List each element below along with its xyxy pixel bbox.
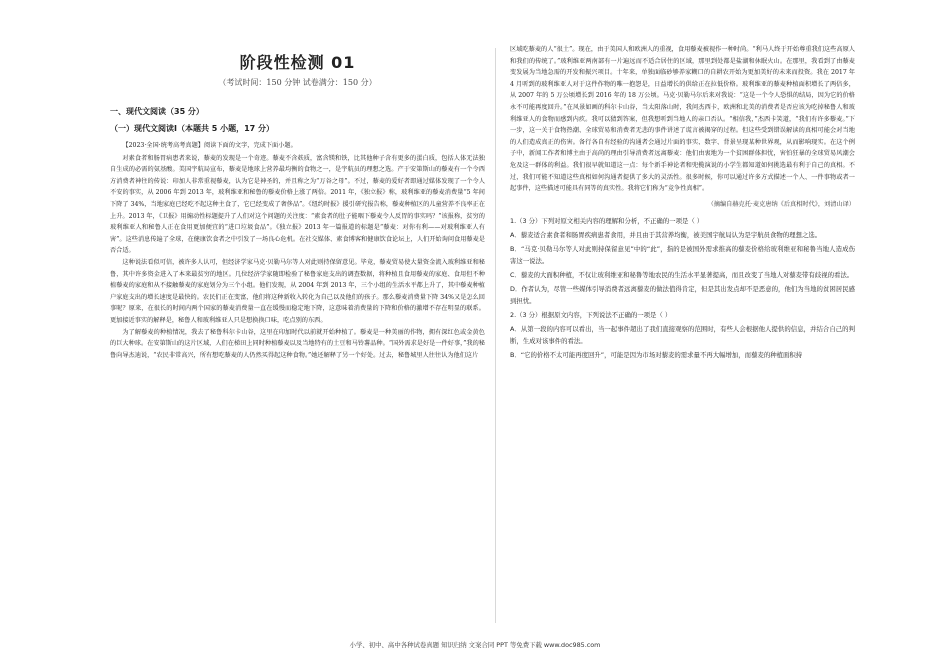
question-1-option-d: D．作者认为，尽管一些媒体引导消费者远离藜麦的做法值得肯定，但是其出发点却不是恶意的，他们为当地的贫困居民感到担忧。 xyxy=(510,284,855,305)
subsection-heading: （一）现代文阅读Ⅰ（本题共 5 小题，17 分） xyxy=(110,124,275,133)
passage-paragraph-3: 为了解藜麦的种植情况，我去了秘鲁科尔卡山谷，这里在印加时代以前就开始种植了。藜麦是一种美丽的作物，拥有深红色或金黄色的巨大种球。在安第斯山的这片区域，人们在梯田上同时种植藜麦以及当地特有的土豆和马铃薯品种。“国外需求是好是一件好事，”我的秘鲁向导杰迪说，“农民非常高兴，所有想吃藜麦的人仍然买得起这种食物。”她还解释了另一个好处。过去，秘鲁城里人往往认为他们这片 xyxy=(110,328,485,359)
question-1-stem: 1.（3 分）下列对原文相关内容的理解和分析，不正确的一项是（ ） xyxy=(510,216,704,225)
passage-paragraph-2: 这种说法看似可信，被许多人认可，但经济学家马克·贝勒马尔等人对此则持保留意见。毕竟，藜麦贸易使大量资金流入玻利维亚和秘鲁，其中许多资金进入了本来最贫穷的地区。几位经济学家随即检验了秘鲁家庭支出的调查数据，将种植且食用藜麦的家庭、食用但不种植藜麦的家庭和从不接触藜麦的家庭划分为三个小组。他们发现，从 2004 年到 2013 年，三个小组的生活水平都上升了，其中藜麦种植户家庭支出的增长速度是最快的。农民们正在变富，他们将这种新收入转化为自己以及他们的孩子。那么藜麦消费量下降 34%又是怎么回事呢？原来，在很长的时间内两个国家的藜麦消费量一直在缓慢而稳定地下降，这意味着消费量的下降和价格的激增不存在明显的联系。更加接近事实的解释是，秘鲁人和玻利维亚人只是想换换口味，吃点别的东西。 xyxy=(110,258,485,324)
question-2-option-b: B．“它的价格不太可能再度回升”，可能是因为市场对藜麦的需求量不再大幅增加，而藜麦的种植面积持 xyxy=(510,350,803,359)
question-1-option-a: A．藜麦适合素食者和肠胃疾病患者食用，并且由于其营养均衡，被美国宇航局认为是宇航员食物的理想之选。 xyxy=(510,230,822,239)
question-2-option-a: A．从第一段的内容可以看出，当一起事件超出了我们直接观察的范围时，有些人会根据他人提供的信息，并结合自己的判断，生成对该事件的看法。 xyxy=(510,324,855,345)
question-2-stem: 2.（3 分）根据原文内容，下列说法不正确的一项是（ ） xyxy=(510,310,672,319)
right-column xyxy=(510,44,855,363)
question-1-option-c: C．藜麦的大面积种植，不仅让玻利维亚和秘鲁等地农民的生活水平显著提高，而且改变了当地人对藜麦带有歧视的看法。 xyxy=(510,270,854,279)
column-divider xyxy=(495,48,496,623)
left-column xyxy=(110,40,485,361)
question-1-option-b: B．“马克·贝勒马尔等人对此则持保留意见”中的“此”，指的是被国外需求推高的藜麦价格给玻利维亚和秘鲁当地人造成伤害这一说法。 xyxy=(510,244,855,265)
page-title: 阶段性检测 01 xyxy=(239,53,356,72)
passage-source: （摘编自赫克托·麦克唐纳《后真相时代》，刘清山译） xyxy=(707,200,855,208)
exam-info: （考试时间：150 分钟 试卷满分：150 分） xyxy=(218,78,377,87)
passage-paragraph-1: 对素食者和肠胃病患者来说，藜麦的发现是一个奇迹。藜麦不含麸质，富含镁和铁，比其他种子含有更多的蛋白质，包括人体无法独自生成的必需的氨基酸。美国宇航局宣布，藜麦是地球上营养最均衡的食物之一，是宇航员的理想之选。产于安第斯山的藜麦有一个令西方消费者神往的传说：印加人非常重视藜麦，认为它是神圣的，并且称之为“万谷之母”。不过，藜麦的爱好者即通过媒体发现了一个令人不安的事实，从 2006 年到 2013 年，玻利维亚和秘鲁的藜麦价格上涨了两倍。2011 年，《独立报》称，玻利维亚的藜麦消费量“5 年间下降了 34%，当地家庭已经吃不起这种主食了，它已经变成了奢侈品”。《纽约时报》援引研究报告称，藜麦种植区的儿童营养不良率正在上升。2013 年，《卫报》用煽动性标题提升了人们对这个问题的关注度：“素食者的肚子能咽下藜麦令人反胃的事实吗？”该报称，贫穷的玻利维亚人和秘鲁人正在食用更加便宜的“进口垃圾食品”。《独立报》2013 年一篇报道的标题是“藜麦：对你有利——对玻利维亚人有害”。这些消息传遍了全球，在健康饮食者之中引发了一场良心危机。在社交媒体、素食博客和健康饮食论坛上，人们开始询问食用藜麦是否合适。 xyxy=(110,154,485,255)
section-heading: 一、现代文阅读（35 分） xyxy=(110,107,204,116)
page-footer: 小学、初中、高中各种试卷真题 知识归纳 文案合同 PPT 等免费下载 www.doc985.com xyxy=(349,641,601,649)
passage-continuation: 区域吃藜麦的人“很土”。现在，由于美国人和欧洲人的重视，食用藜麦被视作一种时尚。“利马人终于开始尊重我们这些高原人和我们的传统了。”玻利维亚两南部有一片遍远而不适合居住的区域，那里到处都是盐湖和休眠火山。在那里，我看到了由藜麦变发展为当地急需的开发和振兴项目。十年来，单独面临砂够养家糊口的自耕农开始为更加美好的未来而投资。我在 2017 年 4 月听到的玻利维亚人对于这件作物的唯一抱怨是，日益增长的供给正在拉低价格。玻利维亚的藜麦种植面积增长了两倍多，从 2007 年的 5 万公顷增长到 2016 年的 18 万公顷。马克·贝勒马尔后来对我说：“这是一个令人恐惧的结局，因为它的价格永不可能再度回升。”在风景如画的科尔卡山谷，当太阳落山时，我问杰西卡，欧洲和北美的消费者是否应该为吃掉秘鲁人和玻利维亚人的食物而感到内疚。我可以猜到答案，但我想听到当地人的亲口否认。“相信我，”杰西卡笑道，“我们有许多藜麦。”下一步，这一关于食物热潮、全球贸易和消费者无悲的事件讲述了谎言被揭穿的过程。但这些受到错误解读的真相可能会对当地的人们造成真正的伤害。备行各自有经验的沟通者会通过片面的事实、数字、背景呈现某种世界观，从而影响现实。在这个例子中，新闻工作者和博主由于高尚的理由引导消费者远离藜麦：他们由衷地为一个贫困群体担忧，害怕狂暴的全球贸易风潮会危及这一群体的利益。我们很早就知道这一点：每个新手神论者和兜揽演说的小学生都知道如何挑选最有利于自己的真相。不过，我们可能不知道这些真相如何沟通者提供了多大的灵活性。很多时候，你可以通过许多方式描述一个人、一件事物或者一起事件，这些描述可能具有同等的真实性。我将它们称为“竞争性真相”。 xyxy=(510,46,855,193)
reading-instruction: 【2023·全国·统考高考真题】阅读下面的文字，完成下面小题。 xyxy=(122,142,297,149)
